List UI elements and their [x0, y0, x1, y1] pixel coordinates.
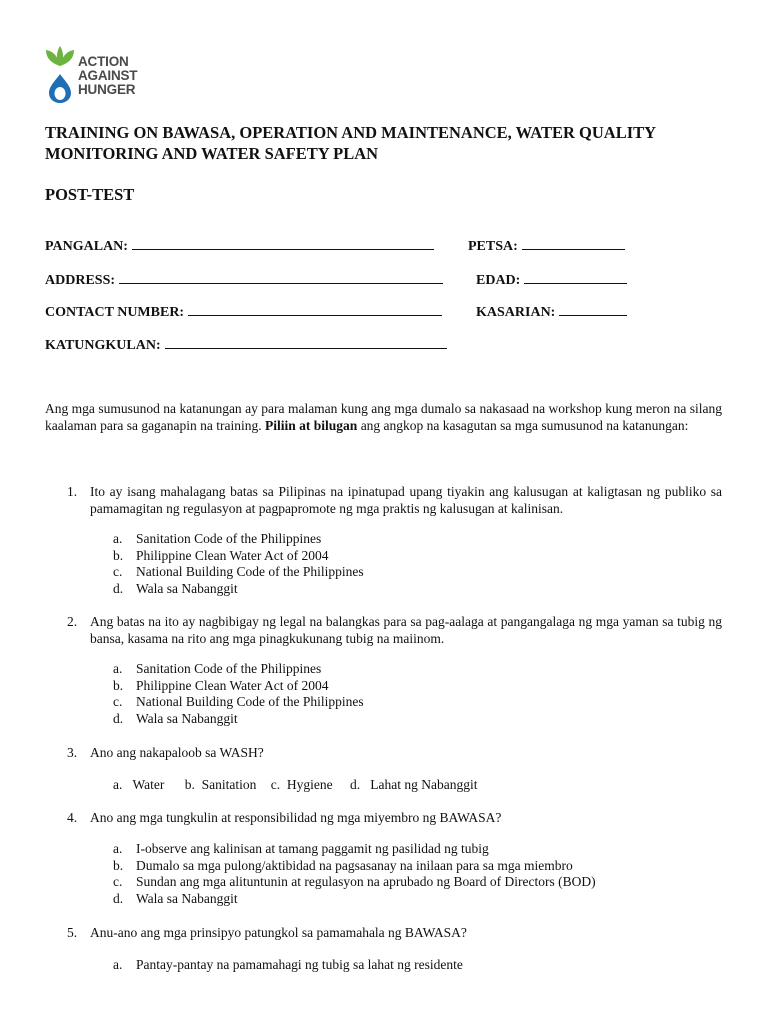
option-text: Wala sa Nabanggit	[136, 890, 238, 906]
option-letter: c.	[270, 777, 281, 792]
question-text: Ito ay isang mahalagang batas sa Pilipinas na ipinatupad upang tiyakin ang kalusugan at kaligtasan ng publiko sa pamamagitan ng regulasyon at pagpapromote ng mga praktis ng kalusugan at kalinisan.	[90, 484, 722, 516]
question-text: Anu-ano ang mga prinsipyo patungkol sa pamamahala ng BAWASA?	[90, 925, 467, 940]
option-text: Lahat ng Nabanggit	[370, 777, 478, 792]
option-text: National Building Code of the Philippines	[136, 564, 364, 580]
question-3-options	[113, 776, 477, 793]
option-c[interactable]	[45, 874, 645, 891]
option-a[interactable]	[45, 841, 645, 858]
question-4-options	[45, 841, 645, 907]
question-number: 3.	[67, 745, 78, 760]
position-field[interactable]	[45, 335, 447, 355]
option-text: Wala sa Nabanggit	[136, 710, 238, 726]
option-text: Philippine Clean Water Act of 2004	[136, 677, 329, 693]
option-letter: a.	[113, 777, 123, 792]
option-text: Hygiene	[286, 777, 333, 792]
option-text: Pantay-pantay na pamamahagi ng tubig sa lahat ng residente	[136, 957, 463, 972]
leaf-drop-icon	[44, 44, 78, 104]
option-letter: d.	[350, 777, 361, 792]
option-b[interactable]	[45, 678, 645, 695]
option-d[interactable]	[45, 891, 645, 908]
instructions-text-1: Ang mga sumusunod na katanungan ay para malaman kung ang mga dumalo sa nakasaad na workshop kung meron na silang kaalaman para sa gaganapin na training.	[45, 401, 722, 433]
age-blank[interactable]	[524, 270, 627, 284]
option-d[interactable]	[350, 776, 477, 793]
contact-label: CONTACT NUMBER:	[45, 305, 185, 320]
contact-blank[interactable]	[188, 302, 442, 316]
option-d[interactable]	[45, 711, 645, 728]
option-text: Water	[132, 777, 165, 792]
address-field[interactable]	[45, 270, 443, 290]
instructions-text-2: ang angkop na kasagutan sa mga sumusunod na katanungan:	[357, 418, 689, 433]
option-a[interactable]	[45, 661, 645, 678]
question-text: Ano ang nakapaloob sa WASH?	[90, 745, 264, 760]
option-letter: b.	[113, 857, 124, 873]
contact-field[interactable]	[45, 302, 442, 322]
option-letter: c.	[113, 564, 123, 580]
position-label: KATUNGKULAN:	[45, 338, 161, 353]
option-b[interactable]	[45, 548, 645, 565]
option-b[interactable]	[185, 776, 257, 793]
option-letter: a.	[113, 531, 123, 546]
option-letter: a.	[113, 661, 123, 676]
document-subtitle: POST-TEST	[45, 185, 135, 204]
sex-field[interactable]	[476, 302, 627, 322]
option-c[interactable]	[45, 694, 645, 711]
name-label: PANGALAN:	[45, 239, 128, 254]
question-number: 2.	[67, 614, 78, 629]
option-letter: d.	[113, 710, 124, 726]
logo-line-1: ACTION	[78, 54, 129, 69]
option-letter: d.	[113, 890, 124, 906]
option-a[interactable]	[45, 957, 645, 974]
date-blank[interactable]	[522, 236, 625, 250]
option-text: National Building Code of the Philippines	[136, 694, 364, 710]
option-letter: d.	[113, 580, 124, 596]
logo-wordmark	[78, 55, 137, 97]
logo-line-2: AGAINST	[78, 68, 138, 83]
option-text: Sundan ang mga alituntunin at regulasyon na aprubado ng Board of Directors (BOD)	[136, 874, 596, 890]
option-text: Dumalo sa mga pulong/aktibidad na pagsasanay na inilaan para sa mga miembro	[136, 857, 573, 873]
question-1-options	[45, 531, 645, 597]
address-label: ADDRESS:	[45, 273, 116, 288]
address-blank[interactable]	[119, 270, 443, 284]
date-label: PETSA:	[468, 239, 518, 254]
question-number: 1.	[67, 484, 78, 499]
option-text: Philippine Clean Water Act of 2004	[136, 547, 329, 563]
question-number: 4.	[67, 810, 78, 825]
date-field[interactable]	[468, 236, 625, 256]
position-blank[interactable]	[165, 335, 447, 349]
option-letter: c.	[113, 874, 123, 890]
option-letter: b.	[113, 547, 124, 563]
question-2-options	[45, 661, 645, 727]
age-label: EDAD:	[476, 273, 521, 288]
question-5-options	[45, 957, 645, 974]
option-letter: a.	[113, 957, 123, 972]
option-a[interactable]	[45, 531, 645, 548]
sex-blank[interactable]	[559, 302, 627, 316]
option-letter: b.	[113, 677, 124, 693]
option-a[interactable]	[113, 776, 164, 793]
question-number: 5.	[67, 925, 78, 940]
question-text: Ang batas na ito ay nagbibigay ng legal na balangkas para sa pag-aalaga at pangangalaga ng mga yaman sa tubig ng bansa, kasama na rito ang mga pinagkukunang tubig na maiinom.	[90, 614, 722, 646]
option-c[interactable]	[45, 564, 645, 581]
option-text: Sanitation Code of the Philippines	[136, 661, 322, 676]
name-blank[interactable]	[132, 236, 434, 250]
name-field[interactable]	[45, 236, 434, 256]
option-text: Sanitation	[201, 777, 257, 792]
option-text: Wala sa Nabanggit	[136, 580, 238, 596]
option-text: I-observe ang kalinisan at tamang paggamit ng pasilidad ng tubig	[136, 841, 489, 856]
option-letter: a.	[113, 841, 123, 856]
instructions-bold: Piliin at bilugan	[265, 418, 358, 433]
age-field[interactable]	[476, 270, 627, 290]
option-letter: c.	[113, 694, 123, 710]
sex-label: KASARIAN:	[476, 305, 556, 320]
option-b[interactable]	[45, 858, 645, 875]
option-c[interactable]	[271, 776, 333, 793]
organization-logo	[44, 44, 154, 104]
option-letter: b.	[184, 777, 195, 792]
logo-line-3: HUNGER	[78, 82, 136, 97]
question-text: Ano ang mga tungkulin at responsibilidad ng mga miyembro ng BAWASA?	[90, 810, 502, 825]
instructions-paragraph	[45, 400, 722, 434]
option-text: Sanitation Code of the Philippines	[136, 531, 322, 546]
option-d[interactable]	[45, 581, 645, 598]
document-title: TRAINING ON BAWASA, OPERATION AND MAINTENANCE, WATER QUALITY MONITORING AND WATER SAFETY PLAN	[45, 123, 656, 163]
